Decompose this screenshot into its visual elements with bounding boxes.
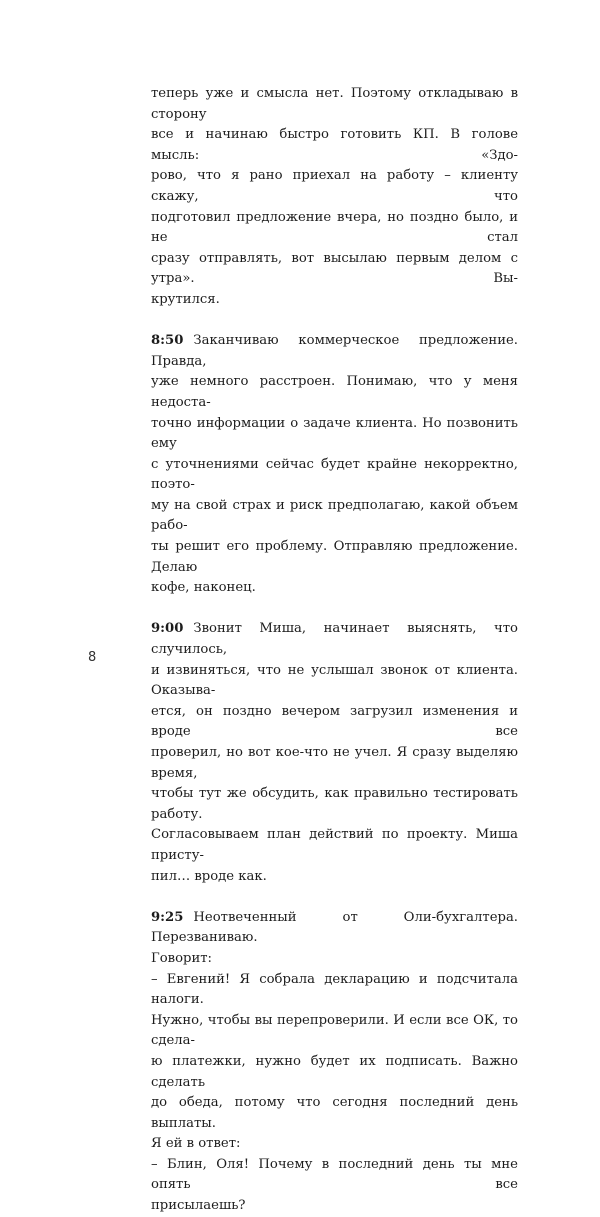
text-line: Я ей в ответ: <box>151 1136 241 1152</box>
paragraph-intro <box>151 84 518 311</box>
time-stamp: 9:00 <box>151 621 184 637</box>
text-line: подготовил предложение вчера, но поздно было, и не стал <box>151 209 518 246</box>
text-line: с уточнениями сейчас будет крайне некорректно, поэто- <box>151 456 518 493</box>
paragraph-9-00 <box>151 619 518 887</box>
text-line: ется, он поздно вечером загрузил изменения и вроде все <box>151 703 518 740</box>
text-fragment: Заканчиваю коммерческое предложение. Правда, <box>151 333 518 369</box>
text-line <box>151 619 518 660</box>
text-line: крутился. <box>151 291 220 307</box>
text-line: – Блин, Оля! Почему в последний день ты мне опять все <box>151 1156 518 1193</box>
text-line: Говорит: <box>151 950 213 966</box>
time-stamp: 9:25 <box>151 909 184 925</box>
text-line: проверил, но вот кое-что не учел. Я сразу выделяю время, <box>151 745 518 781</box>
text-line: рово, что я рано приехал на работу – клиенту скажу, что <box>151 168 518 204</box>
text-line <box>151 908 518 949</box>
text-line: Нужно, чтобы вы перепроверили. И если все ОК, то сдела- <box>151 1012 518 1049</box>
text-line: – Евгений! Я собрала декларацию и подсчитала налоги. <box>151 971 518 1008</box>
page-number: 8 <box>88 650 97 665</box>
text-line: теперь уже и смысла нет. Поэтому откладываю в сторону <box>151 86 518 122</box>
text-line: присылаешь? <box>151 1198 246 1214</box>
text-line: чтобы тут же обсудить, как правильно тестировать работу. <box>151 786 518 822</box>
text-fragment: Неотвеченный от Оли-бухгалтера. Перезваниваю. <box>151 909 518 946</box>
text-line: пил… вроде как. <box>151 868 267 884</box>
text-line: до обеда, потому что сегодня последний день выплаты. <box>151 1095 518 1131</box>
paragraph-9-25 <box>151 908 518 1217</box>
body-text <box>151 84 518 1217</box>
text-line: сразу отправлять, вот высылаю первым делом с утра». Вы- <box>151 250 518 287</box>
text-line: ты решит его проблему. Отправляю предложение. Делаю <box>151 539 518 575</box>
text-line: и извиняться, что не услышал звонок от клиента. Оказыва- <box>151 662 518 699</box>
text-line: точно информации о задаче клиента. Но позвонить ему <box>151 415 518 452</box>
text-line <box>151 331 518 372</box>
text-line: все и начинаю быстро готовить КП. В голове мысль: «Здо- <box>151 127 518 163</box>
time-stamp: 8:50 <box>151 333 184 349</box>
text-line: кофе, наконец. <box>151 580 256 596</box>
paragraph-8-50 <box>151 331 518 599</box>
text-fragment: Звонит Миша, начинает выяснять, что случилось, <box>151 621 518 658</box>
text-line: ю платежки, нужно будет их подписать. Важно сделать <box>151 1053 518 1090</box>
text-line: му на свой страх и риск предполагаю, какой объем рабо- <box>151 497 518 534</box>
text-line: уже немного расстроен. Понимаю, что у меня недоста- <box>151 374 518 410</box>
text-line: Согласовываем план действий по проекту. Миша присту- <box>151 827 518 863</box>
